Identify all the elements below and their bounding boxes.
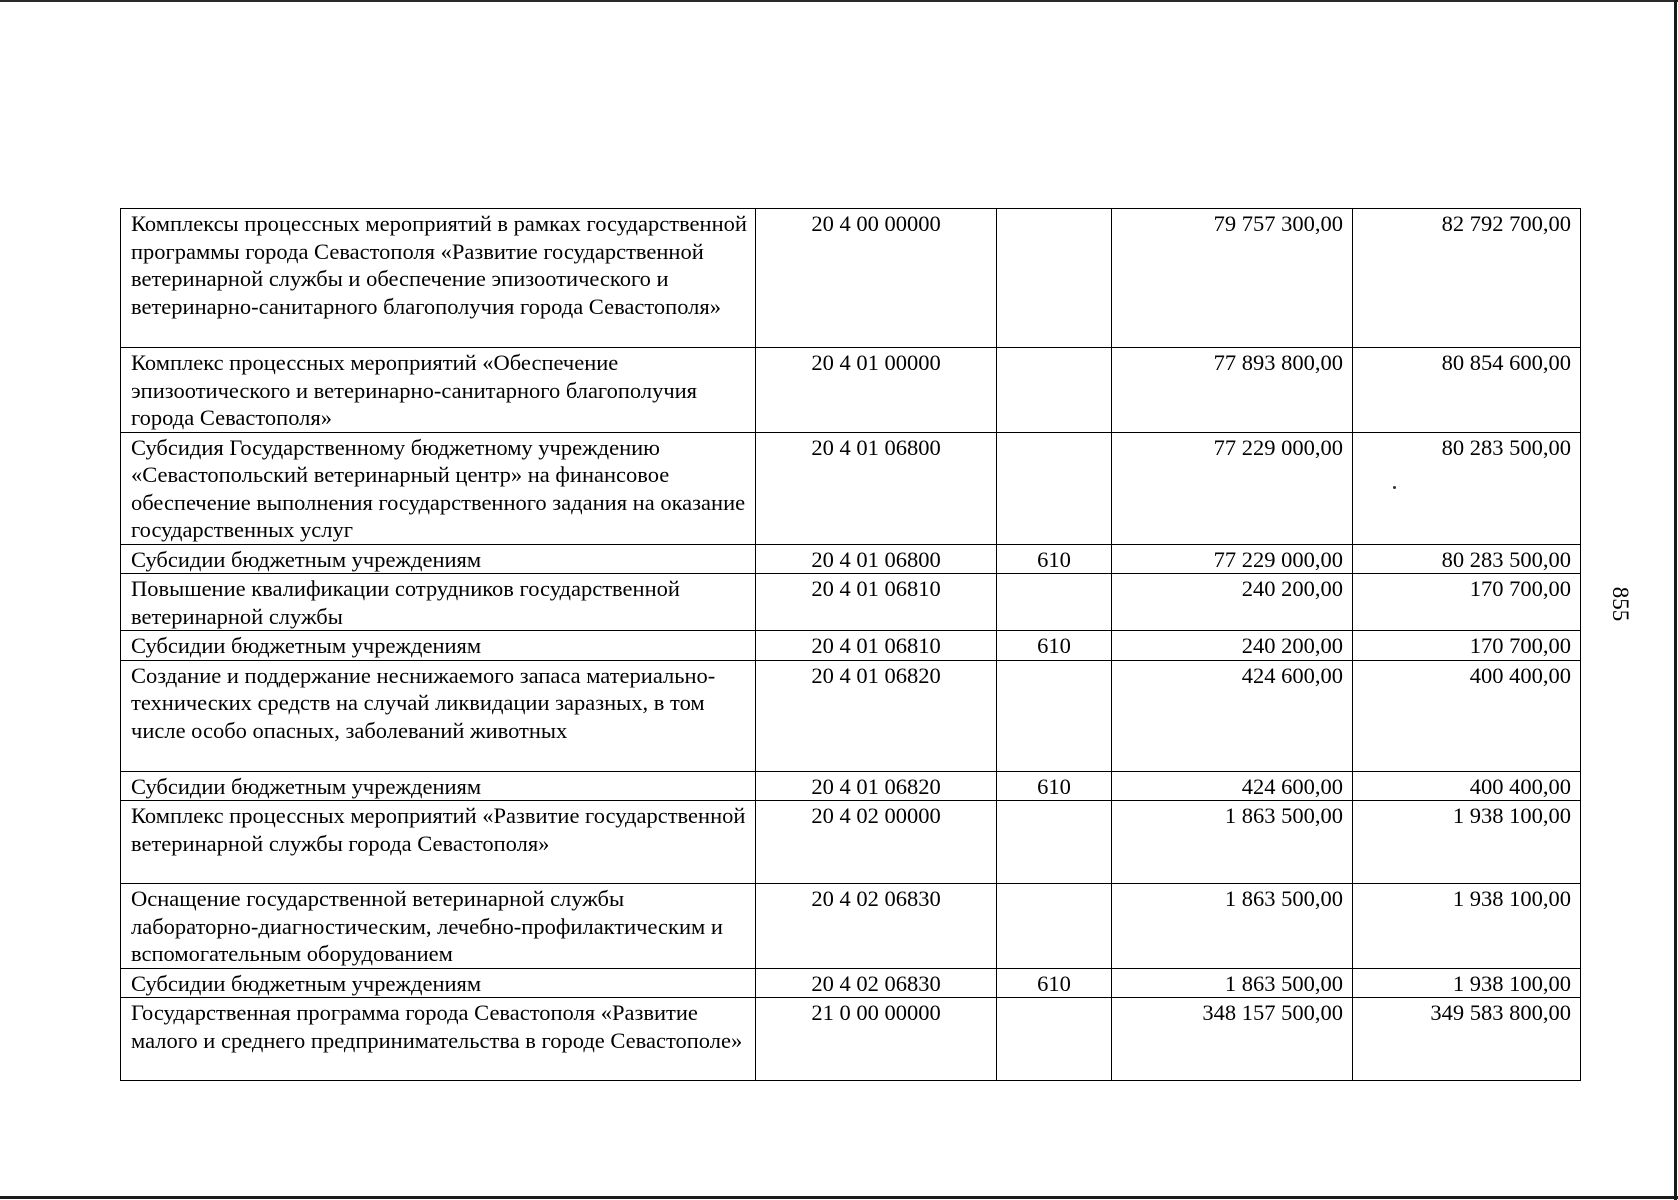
row-type [997,209,1112,348]
table-row [121,771,1581,801]
row-type: 610 [997,968,1112,998]
row-amount-1: 240 200,00 [1112,574,1353,631]
row-name: Комплекс процессных мероприятий «Обеспечение эпизоотического и ветеринарно-санитарного благополучия города Севастополя» [121,348,756,433]
table-row [121,432,1581,544]
row-code: 20 4 01 06810 [756,574,997,631]
row-amount-2: 80 854 600,00 [1353,348,1581,433]
row-code: 20 4 02 06830 [756,884,997,969]
row-code: 20 4 01 06820 [756,771,997,801]
row-amount-1: 1 863 500,00 [1112,884,1353,969]
row-amount-2: 1 938 100,00 [1353,801,1581,884]
row-amount-1: 240 200,00 [1112,631,1353,661]
row-code: 20 4 01 06810 [756,631,997,661]
row-type [997,801,1112,884]
scan-edge-bottom [0,1196,1678,1199]
page-number: 855 [1608,586,1633,622]
row-type [997,884,1112,969]
table-row [121,998,1581,1081]
row-name: Субсидии бюджетным учреждениям [121,544,756,574]
row-amount-2: 80 283 500,00 [1353,544,1581,574]
row-amount-1: 77 229 000,00 [1112,544,1353,574]
table-row [121,801,1581,884]
row-type [997,574,1112,631]
row-name: Комплекс процессных мероприятий «Развитие государственной ветеринарной службы города Севастополя» [121,801,756,884]
row-name: Повышение квалификации сотрудников государственной ветеринарной службы [121,574,756,631]
row-type: 610 [997,631,1112,661]
row-amount-2: 1 938 100,00 [1353,968,1581,998]
row-amount-2: 82 792 700,00 [1353,209,1581,348]
table-row [121,574,1581,631]
row-name: Субсидии бюджетным учреждениям [121,631,756,661]
table-row [121,209,1581,348]
row-code: 20 4 00 00000 [756,209,997,348]
row-amount-2: 80 283 500,00 [1353,432,1581,544]
row-code: 20 4 02 06830 [756,968,997,998]
row-name: Государственная программа города Севастополя «Развитие малого и среднего предпринимательства в городе Севастополе» [121,998,756,1081]
row-amount-2: 349 583 800,00 [1353,998,1581,1081]
row-name: Субсидии бюджетным учреждениям [121,968,756,998]
scan-edge-right [1674,0,1677,1200]
row-amount-1: 424 600,00 [1112,660,1353,771]
row-amount-1: 348 157 500,00 [1112,998,1353,1081]
budget-table [120,208,1581,1081]
row-amount-1: 1 863 500,00 [1112,968,1353,998]
row-amount-1: 1 863 500,00 [1112,801,1353,884]
table-row [121,968,1581,998]
row-type [997,348,1112,433]
row-amount-1: 77 229 000,00 [1112,432,1353,544]
table-row [121,348,1581,433]
row-code: 20 4 01 06820 [756,660,997,771]
row-name: Комплексы процессных мероприятий в рамках государственной программы города Севастополя «Развитие государственной ветеринарной службы и обеспечение эпизоотического и ветеринарно-санитарного благополучия города Севастополя» [121,209,756,348]
row-name: Оснащение государственной ветеринарной службы лабораторно-диагностическим, лечебно-профилактическим и вспомогательным оборудованием [121,884,756,969]
row-code: 20 4 01 00000 [756,348,997,433]
row-name: Субсидия Государственному бюджетному учреждению «Севастопольский ветеринарный центр» на финансовое обеспечение выполнения государственного задания на оказание государственных услуг [121,432,756,544]
row-code: 20 4 02 00000 [756,801,997,884]
row-amount-2: 1 938 100,00 [1353,884,1581,969]
row-amount-1: 77 893 800,00 [1112,348,1353,433]
row-amount-2: 170 700,00 [1353,631,1581,661]
row-amount-2: 400 400,00 [1353,771,1581,801]
row-code: 21 0 00 00000 [756,998,997,1081]
row-amount-2: 400 400,00 [1353,660,1581,771]
table-row [121,660,1581,771]
row-amount-1: 79 757 300,00 [1112,209,1353,348]
row-type [997,660,1112,771]
row-type: 610 [997,771,1112,801]
row-type [997,998,1112,1081]
row-amount-2: 170 700,00 [1353,574,1581,631]
table-row [121,631,1581,661]
row-name: Субсидии бюджетным учреждениям [121,771,756,801]
row-name: Создание и поддержание неснижаемого запаса материально-технических средств на случай ликвидации заразных, в том числе особо опасных, заболеваний животных [121,660,756,771]
row-code: 20 4 01 06800 [756,432,997,544]
table-row [121,544,1581,574]
row-type [997,432,1112,544]
scan-edge-top [0,0,1678,2]
row-code: 20 4 01 06800 [756,544,997,574]
row-type: 610 [997,544,1112,574]
row-amount-1: 424 600,00 [1112,771,1353,801]
table-row [121,884,1581,969]
